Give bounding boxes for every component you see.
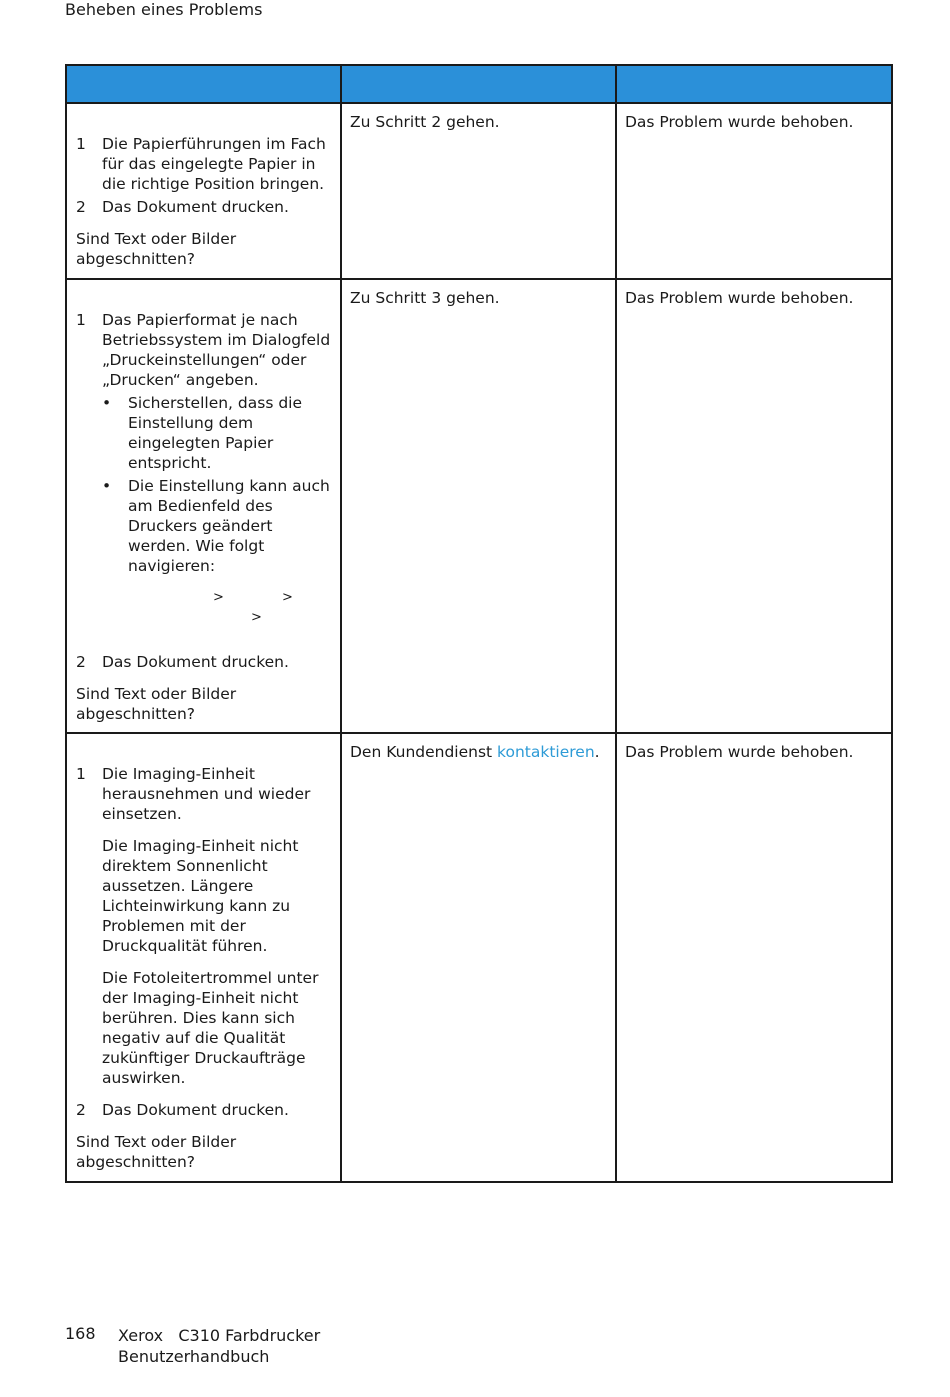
step-number: 2 <box>76 198 86 216</box>
no-cell <box>616 103 892 279</box>
action-cell <box>66 103 341 279</box>
yes-cell <box>341 103 616 279</box>
step-text: Das Dokument drucken. <box>102 653 289 671</box>
bullet-item <box>102 393 332 473</box>
step-item <box>76 197 332 217</box>
troubleshooting-table <box>65 64 893 1183</box>
bullet-text: Sicherstellen, dass die Einstellung dem eingelegten Papier entspricht. <box>128 394 303 472</box>
no-cell <box>616 733 892 1182</box>
document-title <box>118 1325 320 1367</box>
page-number: 168 <box>65 1324 96 1343</box>
note-text: Die Imaging-Einheit nicht direktem Sonnenlicht aussetzen. Längere Lichteinwirkung kann zu Problemen mit der Druckqualität führen. <box>102 837 299 955</box>
action-cell <box>66 733 341 1182</box>
step-number: 1 <box>76 135 86 153</box>
step-number: 2 <box>76 653 86 671</box>
yes-text-prefix: Den Kundendienst <box>350 743 498 761</box>
yes-text: Zu Schritt 3 gehen. <box>350 289 500 307</box>
step-text: Das Dokument drucken. <box>102 198 289 216</box>
step-number: 2 <box>76 1101 86 1119</box>
question-text: Sind Text oder Bilder abgeschnitten? <box>76 685 237 723</box>
bullet-dot: • <box>102 394 112 412</box>
yes-cell <box>341 733 616 1182</box>
note-text: Die Fotoleitertrommel unter der Imaging-Einheit nicht berühren. Dies kann sich negativ auf die Qualität zukünftiger Druckaufträge auswirken. <box>102 969 319 1087</box>
table-header-row <box>66 65 892 103</box>
step-text: Das Papierformat je nach Betriebssystem im Dialogfeld „Druckeinstellungen“ oder „Drucken“ angeben. <box>102 311 331 389</box>
step-text: Die Papierführungen im Fach für das eingelegte Papier in die richtige Position bringen. <box>102 135 326 193</box>
step-text: Die Imaging-Einheit herausnehmen und wieder einsetzen. <box>102 765 311 823</box>
question-text: Sind Text oder Bilder abgeschnitten? <box>76 230 237 268</box>
menu-navigation-path <box>128 588 332 652</box>
header-cell-no <box>616 65 892 103</box>
yes-cell <box>341 279 616 733</box>
no-text: Das Problem wurde behoben. <box>625 289 854 307</box>
no-cell <box>616 279 892 733</box>
step-number: 1 <box>76 765 86 783</box>
bullet-text: Die Einstellung kann auch am Bedienfeld des Druckers geändert werden. Wie folgt navigieren: <box>128 477 330 575</box>
bullet-item <box>102 476 332 576</box>
step-text: Das Dokument drucken. <box>102 1101 289 1119</box>
table-row <box>66 279 892 733</box>
bullet-dot: • <box>102 477 112 495</box>
question-text: Sind Text oder Bilder abgeschnitten? <box>76 1133 237 1171</box>
header-cell-action <box>66 65 341 103</box>
step-item <box>76 652 332 672</box>
action-cell <box>66 279 341 733</box>
table-row <box>66 103 892 279</box>
yes-text-suffix: . <box>594 743 600 761</box>
no-text: Das Problem wurde behoben. <box>625 113 854 131</box>
running-header: Beheben eines Problems <box>65 0 263 19</box>
contact-link[interactable]: kontaktieren <box>497 743 595 761</box>
nav-separator: > <box>213 590 224 605</box>
step-item <box>76 1100 332 1120</box>
document-title-line2: Benutzerhandbuch <box>118 1347 270 1366</box>
nav-separator: > <box>282 590 293 605</box>
document-title-line1: Xerox C310 Farbdrucker <box>118 1326 321 1345</box>
step-item <box>76 310 332 390</box>
step-item <box>76 134 332 194</box>
nav-separator: > <box>251 610 262 625</box>
header-cell-yes <box>341 65 616 103</box>
no-text: Das Problem wurde behoben. <box>625 743 854 761</box>
table-row <box>66 733 892 1182</box>
step-item <box>76 764 332 824</box>
step-number: 1 <box>76 311 86 329</box>
yes-text: Zu Schritt 2 gehen. <box>350 113 500 131</box>
